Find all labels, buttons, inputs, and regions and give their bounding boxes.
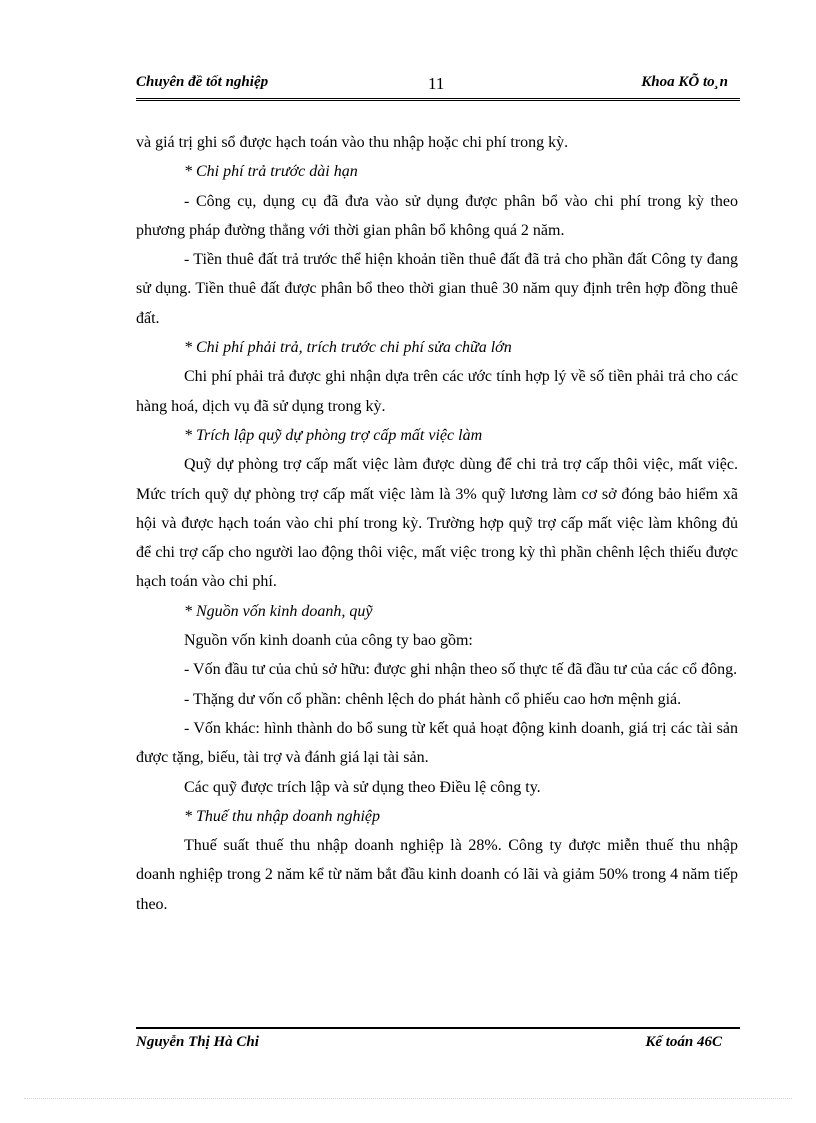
- paragraph: - Vốn khác: hình thành do bổ sung từ kết quả hoạt động kinh doanh, giá trị các tài sản được tặng, biếu, tài trợ và đánh giá lại tài sản.: [136, 719, 738, 767]
- page-bottom-divider: [24, 1098, 792, 1099]
- page-footer: [136, 1027, 740, 1059]
- paragraph: - Công cụ, dụng cụ đã đưa vào sử dụng được phân bổ vào chi phí trong kỳ theo phương pháp đường thẳng với thời gian phân bổ không quá 2 năm.: [136, 192, 738, 239]
- section-heading: * Chi phí trả trước dài hạn: [184, 163, 358, 181]
- page-header: [136, 72, 740, 101]
- section-heading: * Nguồn vốn kinh doanh, quỹ: [184, 602, 373, 620]
- paragraph: Chi phí phải trả được ghi nhận dựa trên các ước tính hợp lý về số tiền phải trả cho các hàng hoá, dịch vụ đã sử dụng trong kỳ.: [136, 368, 738, 415]
- paragraph: Các quỹ được trích lập và sử dụng theo Điều lệ công ty.: [184, 778, 541, 796]
- section-heading: * Trích lập quỹ dự phòng trợ cấp mất việc làm: [184, 426, 483, 444]
- footer-class: Kế toán 46C: [645, 1034, 722, 1050]
- paragraph: - Vốn đầu tư của chủ sở hữu: được ghi nhận theo số thực tế đã đầu tư của các cổ đông.: [184, 661, 738, 679]
- paragraph: Thuế suất thuế thu nhập doanh nghiệp là 28%. Công ty được miễn thuế thu nhập doanh nghiệp trong 2 năm kể từ năm bắt đầu kinh doanh có lãi và giảm 50% trong 4 năm tiếp theo.: [136, 837, 738, 913]
- header-thesis-title: Chuyên đề tốt nghiệp: [136, 74, 269, 90]
- body-text: [136, 128, 738, 919]
- footer-author: Nguyễn Thị Hà Chi: [136, 1034, 259, 1050]
- paragraph: - Tiền thuê đất trả trước thể hiện khoản tiền thuê đất đã trả cho phần đất Công ty đang sử dụng. Tiền thuê đất được phân bổ theo thời gian thuê 30 năm quy định trên hợp đồng thuê đất.: [136, 251, 738, 327]
- paragraph: - Thặng dư vốn cổ phần: chênh lệch do phát hành cổ phiếu cao hơn mệnh giá.: [184, 690, 682, 708]
- section-heading: * Chi phí phải trả, trích trước chi phí sửa chữa lớn: [184, 339, 512, 357]
- paragraph: và giá trị ghi sổ được hạch toán vào thu nhập hoặc chi phí trong kỳ.: [136, 134, 569, 151]
- header-faculty: Khoa KÕ to¸n: [641, 74, 728, 90]
- section-heading: * Thuế thu nhập doanh nghiệp: [184, 807, 380, 825]
- paragraph: Quỹ dự phòng trợ cấp mất việc làm được dùng để chi trả trợ cấp thôi việc, mất việc. Mức trích quỹ dự phòng trợ cấp mất việc làm là 3% quỹ lương làm cơ sở đóng bảo hiểm xã hội và được hạch toán vào chi phí trong kỳ. Trường hợp quỹ trợ cấp mất việc làm không đủ để chi trợ cấp cho người lao động thôi việc, mất việc trong kỳ thì phần chênh lệch thiếu được hạch toán vào chi phí.: [136, 456, 738, 591]
- paragraph: Nguồn vốn kinh doanh của công ty bao gồm:: [184, 632, 473, 650]
- page-number: 11: [428, 74, 445, 93]
